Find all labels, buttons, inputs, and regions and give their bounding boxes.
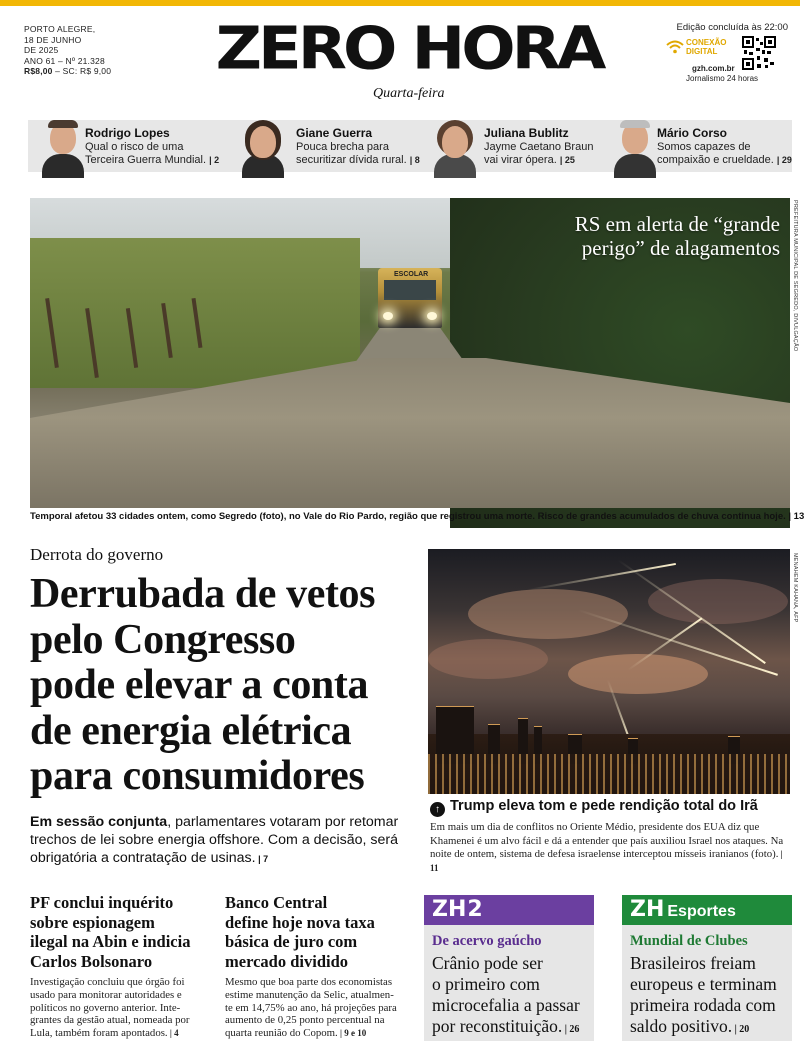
page-ref: | 4 (167, 1028, 179, 1039)
main-story-kicker: Derrota do governo (30, 545, 164, 564)
text-line: Mesmo que boa parte dos economistas (225, 976, 393, 988)
zh-esportes-section[interactable] (622, 895, 792, 1041)
text-line: grantes da gestão atual, nomeada por (30, 1014, 190, 1027)
photo-headline-line: RS em alerta de “grande (574, 212, 780, 236)
columnist-teaser: Qual o risco de uma (85, 141, 184, 153)
headline-line: Banco Central (225, 893, 328, 912)
avatar (38, 120, 86, 172)
text-line: Lula, também foram apontados. (30, 1027, 168, 1040)
text-line: estime manutenção da Selic, atualmen- (225, 988, 394, 1001)
text-line: europeus e terminam (630, 974, 777, 994)
digital-info (658, 22, 788, 83)
columnist-teaser: Somos capazes de (657, 141, 751, 153)
lead-text: , parlamentares votaram por retomar trechos de lei sobre energia offshore. Com a decisão, será obrigatória a contratação de usinas. (30, 814, 399, 866)
page-ref: | 26 (562, 1024, 580, 1035)
edition-closed-time: Edição concluída às 22:00 (676, 22, 788, 33)
trump-text (430, 821, 792, 875)
columnist-name: Giane Guerra (296, 126, 373, 140)
story-banco-central-headline[interactable] (225, 893, 415, 971)
headline-line: PF conclui inquérito (30, 893, 174, 912)
page-ref: | 13 (785, 511, 804, 522)
text-line: te em 14,75% ao ano, há projeções para (225, 1001, 397, 1014)
school-bus (378, 268, 442, 328)
section-kicker: De acervo gaúcho (432, 933, 542, 949)
page-ref: | 25 (559, 155, 575, 165)
text-line: quarta reunião do Copom. (225, 1027, 338, 1040)
section-text (630, 953, 777, 1040)
trump-body: Em mais um dia de conflitos no Oriente Médio, presidente dos EUA diz que Khamenei é um alvo fácil e dá a entender que país auxiliou Israel nos ataques. Na noite de ontem, sistema de defesa israelense interceptou mísseis iranianos (foto). (430, 821, 784, 860)
columnist-teaser: vai virar ópera. (484, 154, 557, 166)
columnist-teaser: securitizar dívida rural. (296, 154, 407, 166)
text-line: microcefalia a passar (432, 995, 580, 1015)
columnist-teaser: Jayme Caetano Braun (484, 141, 594, 153)
text-line: aumento de 0,25 ponto percentual na (225, 1014, 385, 1027)
arrow-up-icon: ↑ (430, 802, 445, 817)
columnists-bar (28, 120, 792, 172)
section-kicker: Mundial de Clubes (630, 933, 748, 949)
zh2-logo (424, 895, 594, 925)
headline-line: de energia elétrica (30, 707, 352, 754)
avatar (430, 120, 478, 172)
site-url[interactable]: gzh.com.br (692, 64, 735, 73)
bus-sign: ESCOLAR (394, 271, 429, 278)
trump-headline-text: Trump eleva tom e pede rendição total do Irã (450, 798, 758, 814)
photo-headline-line: perigo” de alagamentos (581, 236, 780, 260)
headline-line: básica de juro com (225, 932, 358, 951)
columnist-teaser: Pouca brecha para (296, 141, 389, 153)
photo-caption (30, 511, 804, 522)
edition-price: R$8,00 (24, 66, 53, 76)
text-line: Investigação concluiu que órgão foi (30, 976, 185, 988)
avatar (238, 120, 286, 172)
edition-year: DE 2025 (24, 45, 59, 55)
section-logo-suffix: 2 (467, 897, 483, 922)
columnist-name: Rodrigo Lopes (85, 126, 170, 140)
headline-line: Derrubada de vetos (30, 571, 376, 617)
text-line: Brasileiros freiam (630, 953, 756, 973)
page-ref: | 8 (409, 155, 420, 165)
headline-line: Carlos Bolsonaro (30, 951, 153, 971)
page-ref: | 2 (209, 155, 220, 165)
main-headline[interactable] (30, 572, 420, 800)
edition-date: 18 DE JUNHO (24, 34, 82, 45)
text-line: primeira rodada com (630, 995, 776, 1015)
avatar (610, 120, 658, 172)
page-ref: | 7 (255, 854, 269, 864)
caption-text: Temporal afetou 33 cidades ontem, como Segredo (foto), no Vale do Rio Pardo, região que registrou uma morte. Risco de grandes acumulados de chuva continua hoje. (30, 511, 786, 522)
text-line: usado para monitorar autoridades e (30, 988, 182, 1001)
columnist-name: Juliana Bublitz (484, 126, 569, 140)
columnist-teaser: compaixão e crueldade. (657, 154, 774, 166)
headline-line: mercado dividido (225, 951, 349, 971)
masthead (0, 6, 800, 116)
section-logo-text: ZH (432, 897, 467, 922)
story-banco-central-text (225, 976, 415, 1040)
columnist-teaser: Terceira Guerra Mundial. (85, 154, 207, 166)
headline-line: ilegal na Abin e indicia (30, 932, 191, 951)
headline-line: pelo Congresso (30, 616, 296, 663)
conexao-line2: DIGITAL (686, 47, 718, 56)
edition-info (24, 24, 111, 77)
photo-credit: PREFEITURA MUNICIPAL DE SEGREDO, DIVULGAÇÃO (792, 200, 798, 352)
photo-headline[interactable] (530, 212, 780, 260)
wifi-icon (666, 40, 684, 54)
zh2-section[interactable] (424, 895, 594, 1041)
text-line: políticos no governo anterior. Inte- (30, 1001, 181, 1014)
edition-number: ANO 61 – Nº 21.328 (24, 55, 105, 66)
zh-esportes-logo (622, 895, 792, 925)
story-pf-abin-text (30, 976, 220, 1040)
headline-line: pode elevar a conta (30, 662, 369, 708)
edition-price-sc: – SC: R$ 9,00 (52, 66, 112, 76)
page-ref: | 9 e 10 (337, 1028, 367, 1039)
section-logo-suffix: Esportes (667, 903, 736, 920)
conexao-line1: CONEXÃO (686, 38, 727, 47)
flood-photo[interactable] (30, 198, 790, 508)
lead-bold: Em sessão conjunta (30, 814, 168, 830)
page-ref: | 29 (776, 155, 792, 165)
headline-line: define hoje nova taxa (225, 912, 375, 932)
missile-interception-photo[interactable] (428, 549, 790, 794)
headline-line: sobre espionagem (30, 912, 155, 932)
section-logo-text: ZH (630, 897, 665, 922)
photo-credit: MENAHEM KAHANA, AFP (792, 553, 798, 623)
main-story-lead (30, 813, 400, 868)
newspaper-logo[interactable]: ZERO HORA (215, 14, 603, 84)
columnist-name: Mário Corso (657, 126, 728, 140)
text-line: saldo positivo. (630, 1016, 733, 1036)
trump-headline[interactable] (430, 798, 790, 817)
qr-code-icon[interactable] (742, 36, 776, 70)
section-text (432, 953, 580, 1040)
text-line: por reconstituição. (432, 1016, 563, 1036)
edition-city: PORTO ALEGRE, (24, 24, 96, 34)
tagline: Jornalismo 24 horas (686, 74, 759, 83)
page-ref: | 20 (732, 1024, 750, 1035)
text-line: o primeiro com (432, 974, 540, 994)
story-pf-abin-headline[interactable] (30, 893, 220, 971)
weekday: Quarta-feira (373, 86, 445, 101)
headline-line: para consumidores (30, 753, 365, 799)
text-line: Crânio pode ser (432, 953, 543, 973)
page-ref: | 11 (430, 849, 783, 873)
